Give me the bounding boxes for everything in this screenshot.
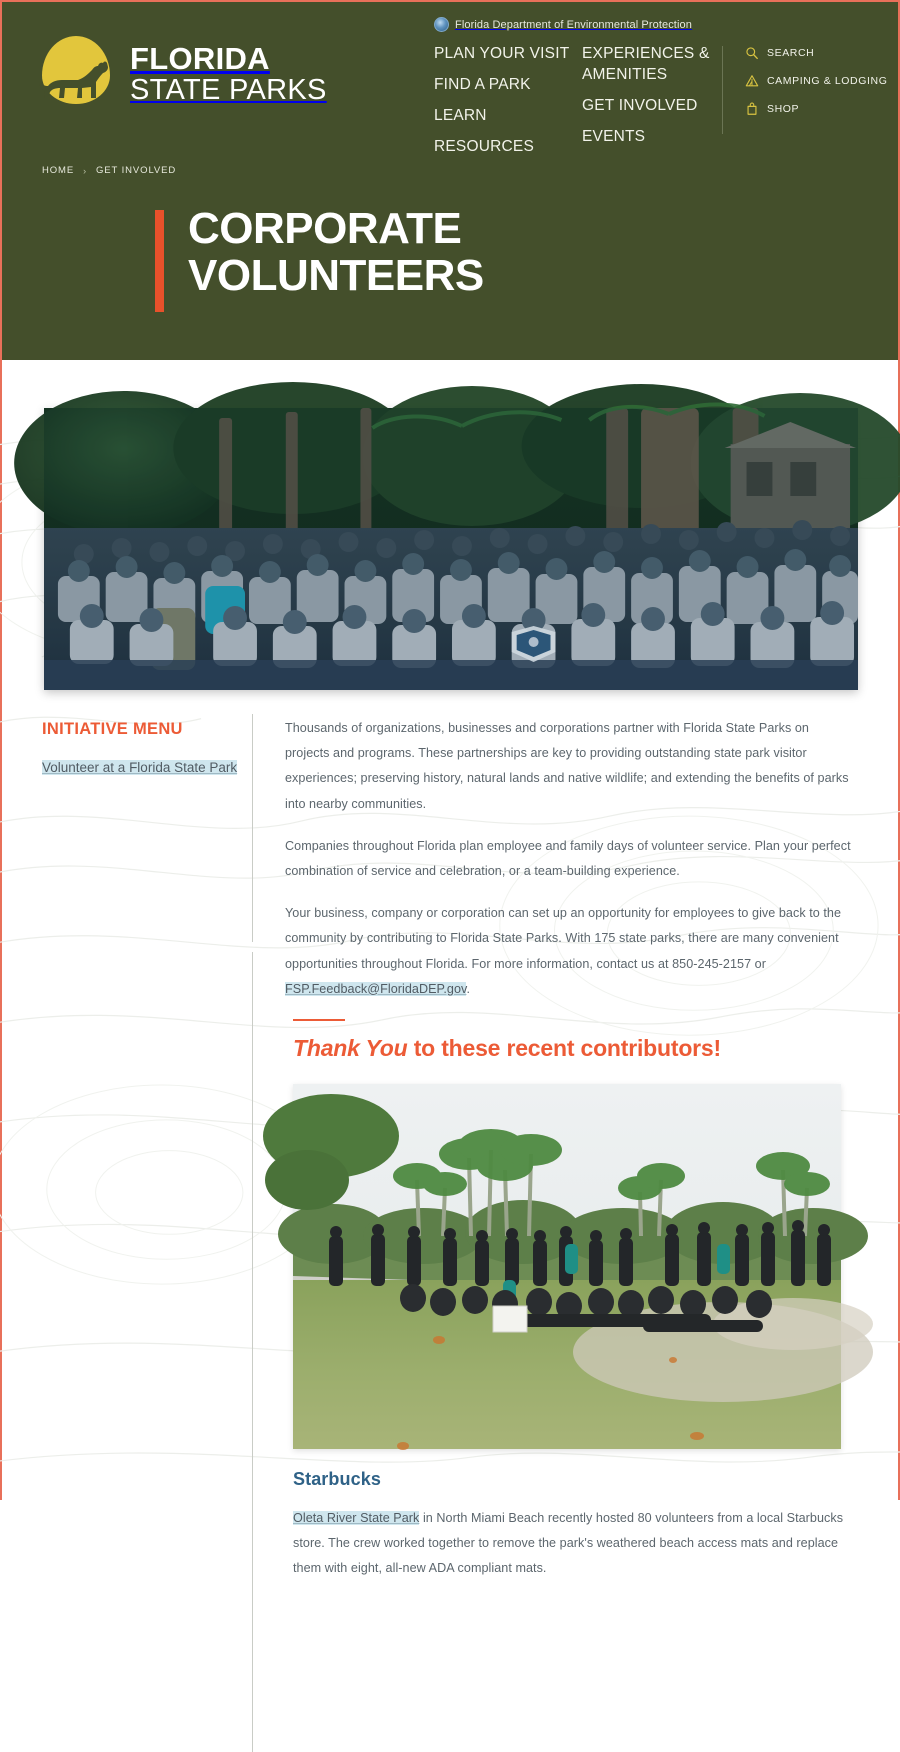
park-link-oleta-river-state-park[interactable]: Oleta River State Park <box>293 1510 420 1525</box>
nav-column-2 <box>582 44 732 168</box>
contact-paragraph-suffix: . <box>466 981 471 996</box>
utility-navigation <box>722 46 887 134</box>
nav-item-find-a-park[interactable]: FIND A PARK <box>434 75 531 93</box>
utility-label-camping: CAMPING & LODGING <box>767 75 888 87</box>
contact-paragraph-text: Your business, company or corporation can set up an opportunity for employees to give back to the community by contributing to Florida State Parks. With 175 state parks, there are many convenient opportunities throughout Florida. For more information, contact us at 850-245-2157 or <box>285 906 842 971</box>
hero-accent-bar <box>155 210 164 312</box>
logo-line-1: FLORIDA <box>130 41 270 76</box>
utility-item-shop[interactable] <box>745 102 887 116</box>
contact-paragraph <box>285 901 854 1002</box>
contributor-photo-starbucks <box>293 1084 841 1449</box>
thank-you-emphasis: Thank You <box>293 1034 408 1061</box>
nav-item-experiences-amenities[interactable]: EXPERIENCES & AMENITIES <box>582 45 710 83</box>
initiative-menu-sidebar <box>42 712 247 1598</box>
nav-item-events[interactable]: EVENTS <box>582 127 646 145</box>
panther-sun-icon <box>38 34 116 112</box>
page-title-line-1: CORPORATE <box>188 204 462 253</box>
utility-label-shop: SHOP <box>767 103 800 115</box>
primary-navigation <box>434 44 732 168</box>
breadcrumb-item-current: GET INVOLVED <box>96 165 177 176</box>
nav-column-1 <box>434 44 582 168</box>
dep-label: Florida Department of Environmental Protection <box>455 18 692 31</box>
tent-icon <box>745 74 759 88</box>
deloitte-volunteers-group-photo <box>44 408 858 690</box>
utility-label-search: SEARCH <box>767 47 815 59</box>
section-accent-rule <box>293 1019 345 1021</box>
contributor-name-starbucks: Starbucks <box>293 1468 381 1489</box>
page-title <box>188 206 484 312</box>
contributor-paragraph-text: in North Miami Beach recently hosted 80 volunteers from a local Starbucks store. The crew worked together to remove the park's weathered beach access mats and replace them with eight, all-new ADA compliant mats. <box>293 1510 844 1576</box>
content-columns <box>2 712 898 1598</box>
email-link-fsp-feedback[interactable]: FSP.Feedback@FloridaDEP.gov <box>285 981 467 996</box>
page-title-line-2: VOLUNTEERS <box>188 250 484 300</box>
initiative-menu-heading: INITIATIVE MENU <box>42 720 183 738</box>
article-body <box>285 712 854 1598</box>
site-header <box>2 2 898 190</box>
utility-item-search[interactable] <box>745 46 887 60</box>
panther-silhouette-icon <box>38 56 116 104</box>
nav-item-resources[interactable]: RESOURCES <box>434 137 534 155</box>
breadcrumb-item-home[interactable]: HOME <box>42 165 75 176</box>
hero-banner-photo <box>44 408 858 690</box>
contributor-description <box>293 1506 853 1582</box>
logo-line-2: STATE PARKS <box>130 74 327 106</box>
column-divider <box>247 712 285 1598</box>
site-logo[interactable] <box>2 12 402 112</box>
nav-item-get-involved[interactable]: GET INVOLVED <box>582 96 698 114</box>
breadcrumb <box>42 165 176 176</box>
search-icon <box>745 46 759 60</box>
intro-paragraph-1: Thousands of organizations, businesses and corporations partner with Florida State Parks on projects and programs. These partnerships are key to providing outstanding state park visitor experiences; preserving history, natural lands and native wildlife; and extending the benefits of parks into nearby communities. <box>285 721 849 811</box>
divider-rule-bottom <box>252 952 253 1752</box>
contributor-paragraph <box>293 1506 853 1582</box>
utility-item-camping-lodging[interactable] <box>745 74 887 88</box>
thank-you-rest: to these recent contributors! <box>407 1034 721 1061</box>
shopping-bag-icon <box>745 102 759 116</box>
sidebar-item-volunteer-at-a-florida-state-park[interactable]: Volunteer at a Florida State Park <box>42 760 238 775</box>
page-hero <box>2 190 898 360</box>
main-content <box>2 408 898 1598</box>
dep-seal-icon <box>434 17 449 32</box>
divider-rule-top <box>252 714 253 942</box>
nav-item-learn[interactable]: LEARN <box>434 106 487 124</box>
thank-you-heading <box>293 1035 854 1062</box>
dep-link[interactable] <box>434 17 692 32</box>
nav-item-plan-your-visit[interactable]: PLAN YOUR VISIT <box>434 45 570 62</box>
breadcrumb-separator-icon: › <box>83 165 88 176</box>
intro-paragraph-2: Companies throughout Florida plan employee and family days of volunteer service. Plan your perfect combination of service and celebration, or a team-building experience. <box>285 838 851 878</box>
oleta-river-volunteers-group-photo <box>293 1084 841 1449</box>
